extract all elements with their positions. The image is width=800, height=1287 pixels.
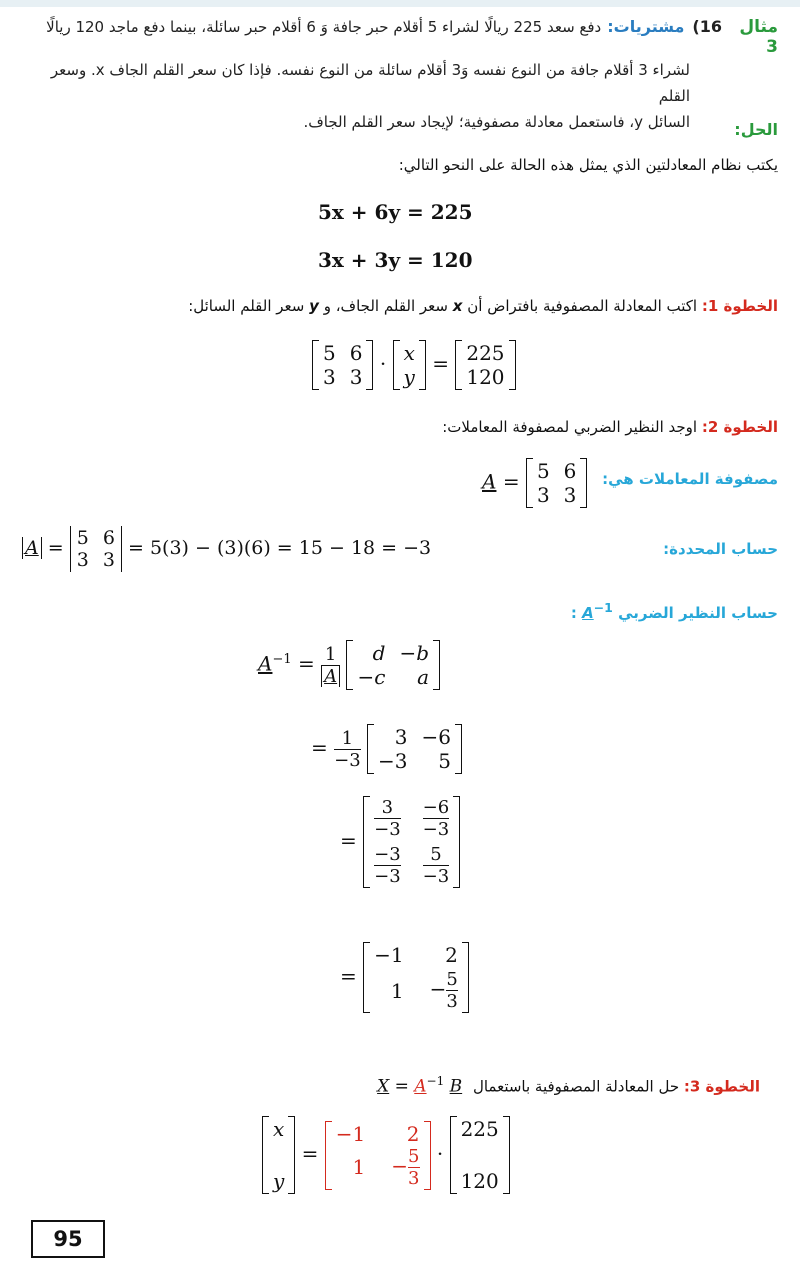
exercise-number: 16) (692, 17, 722, 36)
matrix-cell: −1 (335, 1121, 366, 1146)
inverse-exponent: −1 (272, 651, 292, 667)
determinant-computation: A = 5 6 3 3 = 5(3) − (3)(6) = 15 − 18 = −3 (22, 526, 431, 572)
matrix-cell: 3 (323, 365, 336, 389)
fraction-numerator: 5 (408, 1145, 420, 1167)
step-3-text: حل المعادلة المصفوفية باستعمال (472, 1077, 680, 1096)
step-3 (377, 1074, 760, 1097)
fraction-numerator: −3 (374, 844, 401, 865)
step-2-label: الخطوة 2: (701, 418, 778, 436)
matrix-equation-1: 5 6 3 3 · x y = 225 120 (312, 340, 516, 390)
matrix-cell: 6 (102, 527, 115, 549)
matrix-cell: 3 (102, 549, 115, 571)
vector-cell: 120 (466, 365, 505, 389)
fraction-numerator: −6 (422, 797, 450, 818)
constant-vector (450, 1116, 510, 1194)
matrix-cell: 5 (323, 341, 336, 365)
step-1-label: الخطوة 1: (701, 297, 778, 315)
vector-cell: y (403, 365, 415, 389)
matrix-cell: −3 (378, 749, 408, 773)
example-topic: مشتريات: (607, 17, 685, 36)
matrix-cell: 1 (390, 978, 404, 1003)
inverse-result: = −1 2 1 − $\frac{5}{3}$ (340, 942, 469, 1013)
fraction-denominator: 3 (446, 991, 458, 1012)
inverse-matrix-red: −1 2 1 − $\frac{5}{3}$ (325, 1121, 431, 1190)
vector-cell: y (273, 1169, 285, 1193)
matrix-cell: d (372, 641, 386, 665)
matrix-cell: 5 (76, 527, 89, 549)
fraction-denominator: −3 (374, 866, 401, 887)
fraction-numerator: 5 (446, 969, 458, 990)
fraction-denominator: −3 (334, 749, 361, 771)
step-3-formula: $X = A^{-1}$ B (377, 1074, 463, 1097)
final-equation: x y = −1 2 1 − $\frac{5}{3}$ · 225 120 (262, 1116, 510, 1194)
matrix-cell: a (417, 665, 429, 689)
inverse-exponent: −1 (593, 600, 613, 615)
matrix-cell: 3 (76, 549, 89, 571)
inverse-substitution: = $\frac{1}{-3}$ 3 −6 −3 5 (311, 724, 462, 774)
vector-cell: x (403, 341, 415, 365)
step-2 (442, 418, 778, 436)
matrix-A-symbol: A (582, 604, 594, 622)
inverse-divided: = $\frac{3}{-3}$ $\frac{-6}{-3}$ $\frac{-3}{-3}$ $\frac{5}{-3}$ (340, 796, 460, 888)
fraction-numerator: 3 (381, 797, 394, 818)
matrix-cell: 6 (349, 341, 363, 365)
step-3-label: الخطوة 3: (683, 1077, 760, 1096)
example-label: مثال 3 (739, 17, 778, 57)
solution-heading: الحل: (734, 120, 778, 139)
solution-intro: يكتب نظام المعادلتين الذي يمثل هذه الحالة على النحو التالي: (398, 156, 778, 174)
example-problem (18, 14, 778, 135)
variable-vector (393, 340, 426, 390)
fraction-denominator: −3 (422, 819, 450, 840)
fraction-denominator: −3 (374, 819, 401, 840)
inverse-exponent: −1 (426, 1074, 445, 1088)
matrix-A-symbol: A (25, 537, 39, 559)
matrix-cell: 3 (563, 483, 577, 507)
matrix-cell: 5 (438, 749, 451, 773)
matrix-cell: 3 (349, 365, 363, 389)
fraction-denominator: 3 (408, 1167, 420, 1189)
matrix-cell: 6 (563, 459, 577, 483)
matrix-cell: 1 (352, 1155, 366, 1179)
step-1-var-y: y (309, 297, 319, 315)
problem-line-2: لشراء 3 أقلام جافة من النوع نفسه وَ3 أقلام سائلة من النوع نفسه. فإذا كان سعر القلم الجاف x. وسعر القلم (50, 61, 690, 105)
step-2-text: اوجد النظير الضربي لمصفوفة المعاملات: (442, 418, 698, 436)
inverse-label: حساب النظير الضربي $A^{-1}$ : (570, 600, 778, 622)
matrix-A-symbol: A (482, 469, 497, 494)
determinant-expression: = 5(3) − (3)(6) = 15 − 18 = −3 (127, 537, 432, 559)
equation-2: 3x + 3y = 120 (318, 248, 473, 272)
step-1-text-a: اكتب المعادلة المصفوفية بافتراض أن (467, 297, 698, 315)
coefficient-label: مصفوفة المعاملات هي: (602, 470, 778, 488)
vector-cell: 225 (466, 341, 505, 365)
fraction-numerator: 1 (341, 727, 354, 749)
fraction-denominator: −3 (422, 866, 450, 887)
matrix-cell: −1 (374, 943, 404, 967)
inverse-label-text: حساب النظير الضربي (618, 604, 778, 622)
matrix-cell: 3 (536, 483, 550, 507)
matrix-X-symbol: X (377, 1076, 390, 1097)
vector-cell: 120 (460, 1169, 499, 1193)
fraction-numerator: 1 (324, 643, 337, 665)
step-1-text-b: سعر القلم الجاف، و (323, 297, 448, 315)
step-1-var-x: x (452, 297, 463, 315)
problem-line-3: السائل y، فاستعمل معادلة مصفوفية؛ لإيجاد سعر القلم الجاف. (303, 113, 690, 131)
vector-cell: 225 (460, 1117, 499, 1141)
step-1-text-c: سعر القلم السائل: (188, 297, 305, 315)
page-number: 95 (31, 1220, 105, 1258)
problem-line-1: دفع سعد 225 ريالًا لشراء 5 أقلام حبر جافة وَ 6 أقلام حبر سائلة، بينما دفع ماجد 120 ريالًا (46, 18, 602, 36)
vector-cell: x (273, 1117, 285, 1141)
matrix-cell: −c (357, 665, 386, 689)
matrix-cell: 2 (445, 943, 458, 967)
coefficient-matrix (312, 340, 373, 390)
inverse-formula: $A^{-1}$ = $\frac{1}{A}$ d −b −c a (258, 640, 440, 690)
matrix-A-symbol: A (324, 665, 338, 687)
fraction-numerator: 5 (430, 844, 442, 865)
matrix-cell: −b (399, 641, 429, 665)
step-1 (188, 297, 778, 315)
example-header-band (0, 0, 800, 7)
variable-vector (262, 1116, 295, 1194)
matrix-B-symbol: B (449, 1076, 463, 1097)
matrix-A-symbol: A (414, 1076, 427, 1097)
equation-1: 5x + 6y = 225 (318, 200, 473, 224)
matrix-cell: 2 (406, 1121, 420, 1146)
matrix-cell: 3 (394, 725, 408, 749)
matrix-A-symbol: A (258, 651, 273, 676)
determinant-label: حساب المحددة: (663, 540, 778, 558)
constant-vector (455, 340, 515, 390)
matrix-cell: 5 (536, 459, 550, 483)
matrix-cell: −6 (421, 725, 451, 749)
matrix-A-definition: A = 5 6 3 3 (482, 458, 587, 508)
